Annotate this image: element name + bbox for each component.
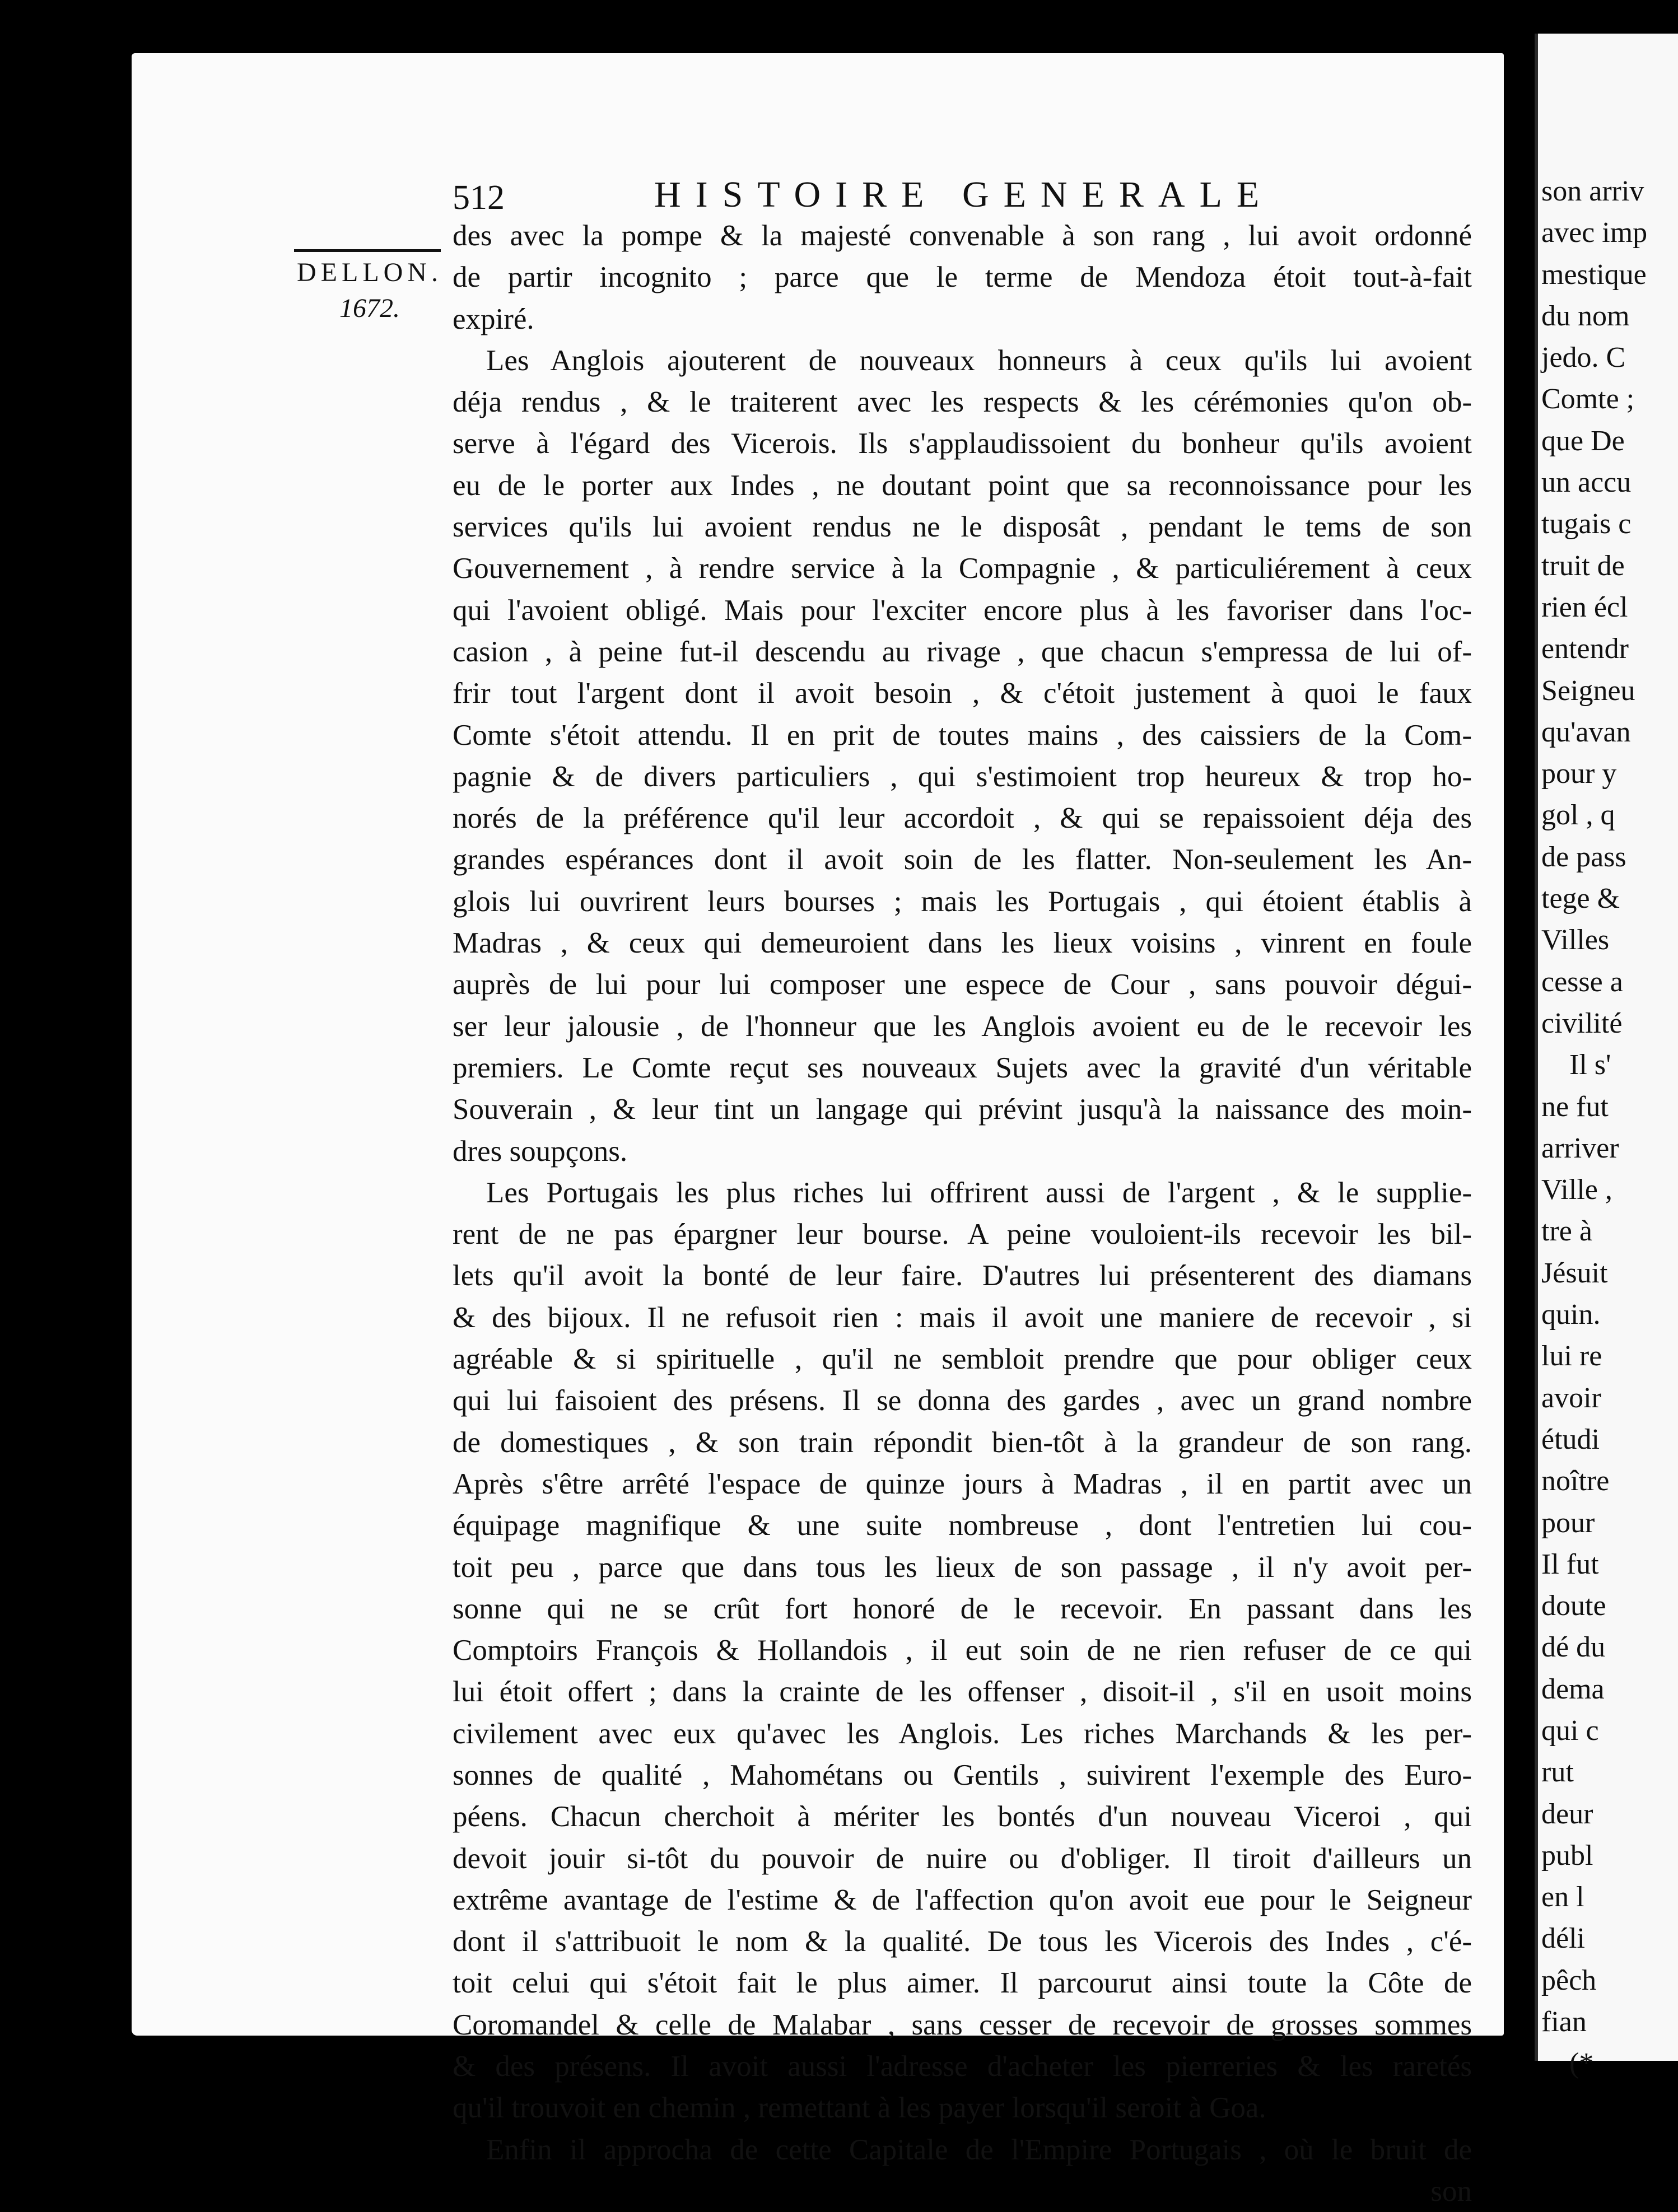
right-page-line: (* [1569, 2047, 1594, 2080]
page-number: 512 [453, 179, 505, 217]
right-page-line: Ville , [1541, 1174, 1612, 1206]
text-line: pagnie & de divers particuliers , qui s'estimoient trop heureux & trop ho- [453, 760, 1472, 793]
text-line: glois lui ouvrirent leurs bourses ; mais les Portugais , qui étoient établis à [453, 885, 1472, 918]
text-line: lui étoit offert ; dans la crainte de les offenser , disoit-il , s'il en usoit moins [453, 1676, 1472, 1709]
catchword: son [1430, 2174, 1472, 2208]
right-page-line: truit de [1541, 549, 1625, 582]
right-page-line: pour y [1541, 758, 1617, 790]
right-page-line: Il s' [1569, 1049, 1611, 1081]
text-line: eu de le porter aux Indes , ne doutant point que sa reconnoissance pour les [453, 469, 1472, 502]
right-page-line: civilité [1541, 1007, 1623, 1039]
right-page-line: fian [1541, 2006, 1587, 2038]
text-line: services qu'ils lui avoient rendus ne le disposât , pendant le tems de son [453, 511, 1472, 544]
margin-rule [294, 249, 441, 252]
right-page-line: Seigneu [1541, 674, 1635, 707]
text-line: agréable & si spirituelle , qu'il ne sembloit prendre que pour obliger ceux [453, 1343, 1472, 1376]
text-line: sonne qui ne se crût fort honoré de le recevoir. En passant dans les [453, 1592, 1472, 1625]
text-line: premiers. Le Comte reçut ses nouveaux Sujets avec la gravité d'un véritable [453, 1051, 1472, 1084]
margin-author: DELLON. [297, 258, 442, 287]
right-page-line: que De [1541, 424, 1625, 457]
text-line: qui l'avoient obligé. Mais pour l'exciter encore plus à les favoriser dans l'oc- [453, 594, 1472, 627]
text-line: péens. Chacun cherchoit à mériter les bontés d'un nouveau Viceroi , qui [453, 1800, 1472, 1833]
scan-background-left [0, 0, 134, 2084]
text-line: Comte s'étoit attendu. Il en prit de toutes mains , des caissiers de la Com- [453, 718, 1472, 752]
right-page-line: en l [1541, 1881, 1584, 1914]
text-line: qu'il trouvoit en chemin , remettant à les payer lorsqu'il seroit à Goa. [453, 2092, 1266, 2125]
right-page-line: arriver [1541, 1132, 1619, 1164]
text-line: toit peu , parce que dans tous les lieux de son passage , il n'y avoit per- [453, 1551, 1472, 1584]
text-line: Coromandel & celle de Malabar , sans cesser de recevoir de grosses sommes [453, 2008, 1472, 2041]
text-line: Les Portugais les plus riches lui offrirent aussi de l'argent , & le supplie- [486, 1176, 1472, 1209]
text-line: expiré. [453, 302, 534, 335]
right-page-line: deur [1541, 1798, 1593, 1830]
right-page-line: de pass [1541, 841, 1626, 873]
right-page-line: qui c [1541, 1714, 1599, 1747]
text-line: auprès de lui pour lui composer une espece de Cour , sans pouvoir dégui- [453, 968, 1472, 1001]
right-page-line: noître [1541, 1465, 1610, 1497]
right-page-line: tugais c [1541, 508, 1632, 540]
right-page-line: avec imp [1541, 217, 1648, 249]
text-line: ser leur jalousie , de l'honneur que les Anglois avoient eu de le recevoir les [453, 1010, 1472, 1043]
text-line: Souverain , & leur tint un langage qui prévint jusqu'à la naissance des moin- [453, 1093, 1472, 1126]
margin-year: 1672. [339, 293, 400, 323]
text-line: Enfin il approcha de cette Capitale de l'Empire Portugais , où le bruit de [486, 2133, 1472, 2166]
text-line: dont il s'attribuoit le nom & la qualité. De tous les Vicerois des Indes , c'é- [453, 1925, 1472, 1958]
text-line: Les Anglois ajouterent de nouveaux honneurs à ceux qu'ils lui avoient [486, 344, 1472, 377]
text-line: Madras , & ceux qui demeuroient dans les lieux voisins , vinrent en foule [453, 927, 1472, 960]
right-page-line: pêch [1541, 1964, 1597, 1996]
right-page-line: tege & [1541, 883, 1620, 915]
right-page-line: un accu [1541, 466, 1632, 499]
text-line: sonnes de qualité , Mahométans ou Gentils , suivirent l'exemple des Euro- [453, 1758, 1472, 1791]
right-page-line: Comte ; [1541, 383, 1635, 416]
text-line: déja rendus , & le traiterent avec les respects & les cérémonies qu'on ob- [453, 386, 1472, 419]
right-page-line: lui re [1541, 1340, 1602, 1373]
right-page-line: son arriv [1541, 175, 1644, 207]
right-page-line: Villes [1541, 924, 1610, 956]
text-line: devoit jouir si-tôt du pouvoir de nuire ou d'obliger. Il tiroit d'ailleurs un [453, 1842, 1472, 1875]
right-page-line: Jésuit [1541, 1257, 1608, 1289]
right-page-line: quin. [1541, 1299, 1601, 1331]
text-line: & des présens. Il avoit aussi l'adresse d'acheter les pierreries & les raretés [453, 2050, 1472, 2083]
text-line: dres soupçons. [453, 1135, 628, 1168]
text-line: Après s'être arrêté l'espace de quinze jours à Madras , il en partit avec un [453, 1467, 1472, 1500]
text-line: frir tout l'argent dont il avoit besoin , & c'étoit justement à quoi le faux [453, 677, 1472, 710]
right-page-line: déli [1541, 1922, 1585, 1955]
text-line: toit celui qui s'étoit fait le plus aimer. Il parcourut ainsi toute la Côte de [453, 1967, 1472, 2000]
right-page-line: tre à [1541, 1215, 1592, 1248]
right-page-line: pour [1541, 1506, 1595, 1539]
text-line: de partir incognito ; parce que le terme de Mendoza étoit tout-à-fait [453, 261, 1472, 294]
text-line: lets qu'il avoit la bonté de leur faire. D'autres lui présenterent des diamans [453, 1259, 1472, 1292]
text-line: Gouvernement , à rendre service à la Compagnie , & particuliérement à ceux [453, 552, 1472, 585]
body-text [453, 215, 1472, 2212]
right-page-line: du nom [1541, 300, 1630, 332]
text-line: de domestiques , & son train répondit bien-tôt à la grandeur de son rang. [453, 1426, 1472, 1459]
text-line: norés de la préférence qu'il leur accordoit , & qui se repaissoient déja des [453, 802, 1472, 835]
text-line: serve à l'égard des Vicerois. Ils s'applaudissoient du bonheur qu'ils avoient [453, 427, 1472, 460]
text-line: extrême avantage de l'estime & de l'affection qu'on avoit eue pour le Seigneur [453, 1883, 1472, 1916]
right-page-line: doute [1541, 1590, 1606, 1622]
right-page-line: publ [1541, 1839, 1593, 1872]
right-page-line: dema [1541, 1673, 1605, 1705]
right-page-line: rut [1541, 1756, 1574, 1789]
text-line: équipage magnifique & une suite nombreuse , dont l'entretien lui cou- [453, 1509, 1472, 1542]
margin-note [294, 255, 445, 326]
text-line: des avec la pompe & la majesté convenable à son rang , lui avoit ordonné [453, 220, 1472, 252]
right-page-line: dé du [1541, 1631, 1606, 1664]
right-page-line: avoir [1541, 1382, 1601, 1414]
text-line: grandes espérances dont il avoit soin de les flatter. Non-seulement les An- [453, 843, 1472, 876]
text-line: civilement avec eux qu'avec les Anglois. Les riches Marchands & les per- [453, 1717, 1472, 1750]
running-title: HISTOIRE GENERALE [654, 174, 1274, 215]
text-line: Comptoirs François & Hollandois , il eut soin de ne rien refuser de ce qui [453, 1634, 1472, 1667]
right-page-line: entendr [1541, 633, 1629, 665]
right-page-line: cesse a [1541, 965, 1623, 998]
right-page-line: qu'avan [1541, 716, 1631, 748]
right-page-line: rien écl [1541, 591, 1628, 623]
text-line: rent de ne pas épargner leur bourse. A peine vouloient-ils recevoir les bil- [453, 1218, 1472, 1251]
right-page-line: gol , q [1541, 799, 1615, 832]
right-page-line: jedo. C [1541, 342, 1626, 374]
right-page-text [1541, 171, 1676, 2085]
right-page-line: ne fut [1541, 1090, 1609, 1123]
right-page-line: Il fut [1541, 1548, 1599, 1580]
right-page-line: étudi [1541, 1423, 1600, 1455]
running-head [453, 174, 1293, 218]
text-line: & des bijoux. Il ne refusoit rien : mais il avoit une maniere de recevoir , si [453, 1301, 1472, 1334]
text-line: qui lui faisoient des présens. Il se donna des gardes , avec un grand nombre [453, 1384, 1472, 1417]
text-line: casion , à peine fut-il descendu au rivage , que chacun s'empressa de lui of- [453, 635, 1472, 668]
right-page-line: mestique [1541, 258, 1647, 291]
